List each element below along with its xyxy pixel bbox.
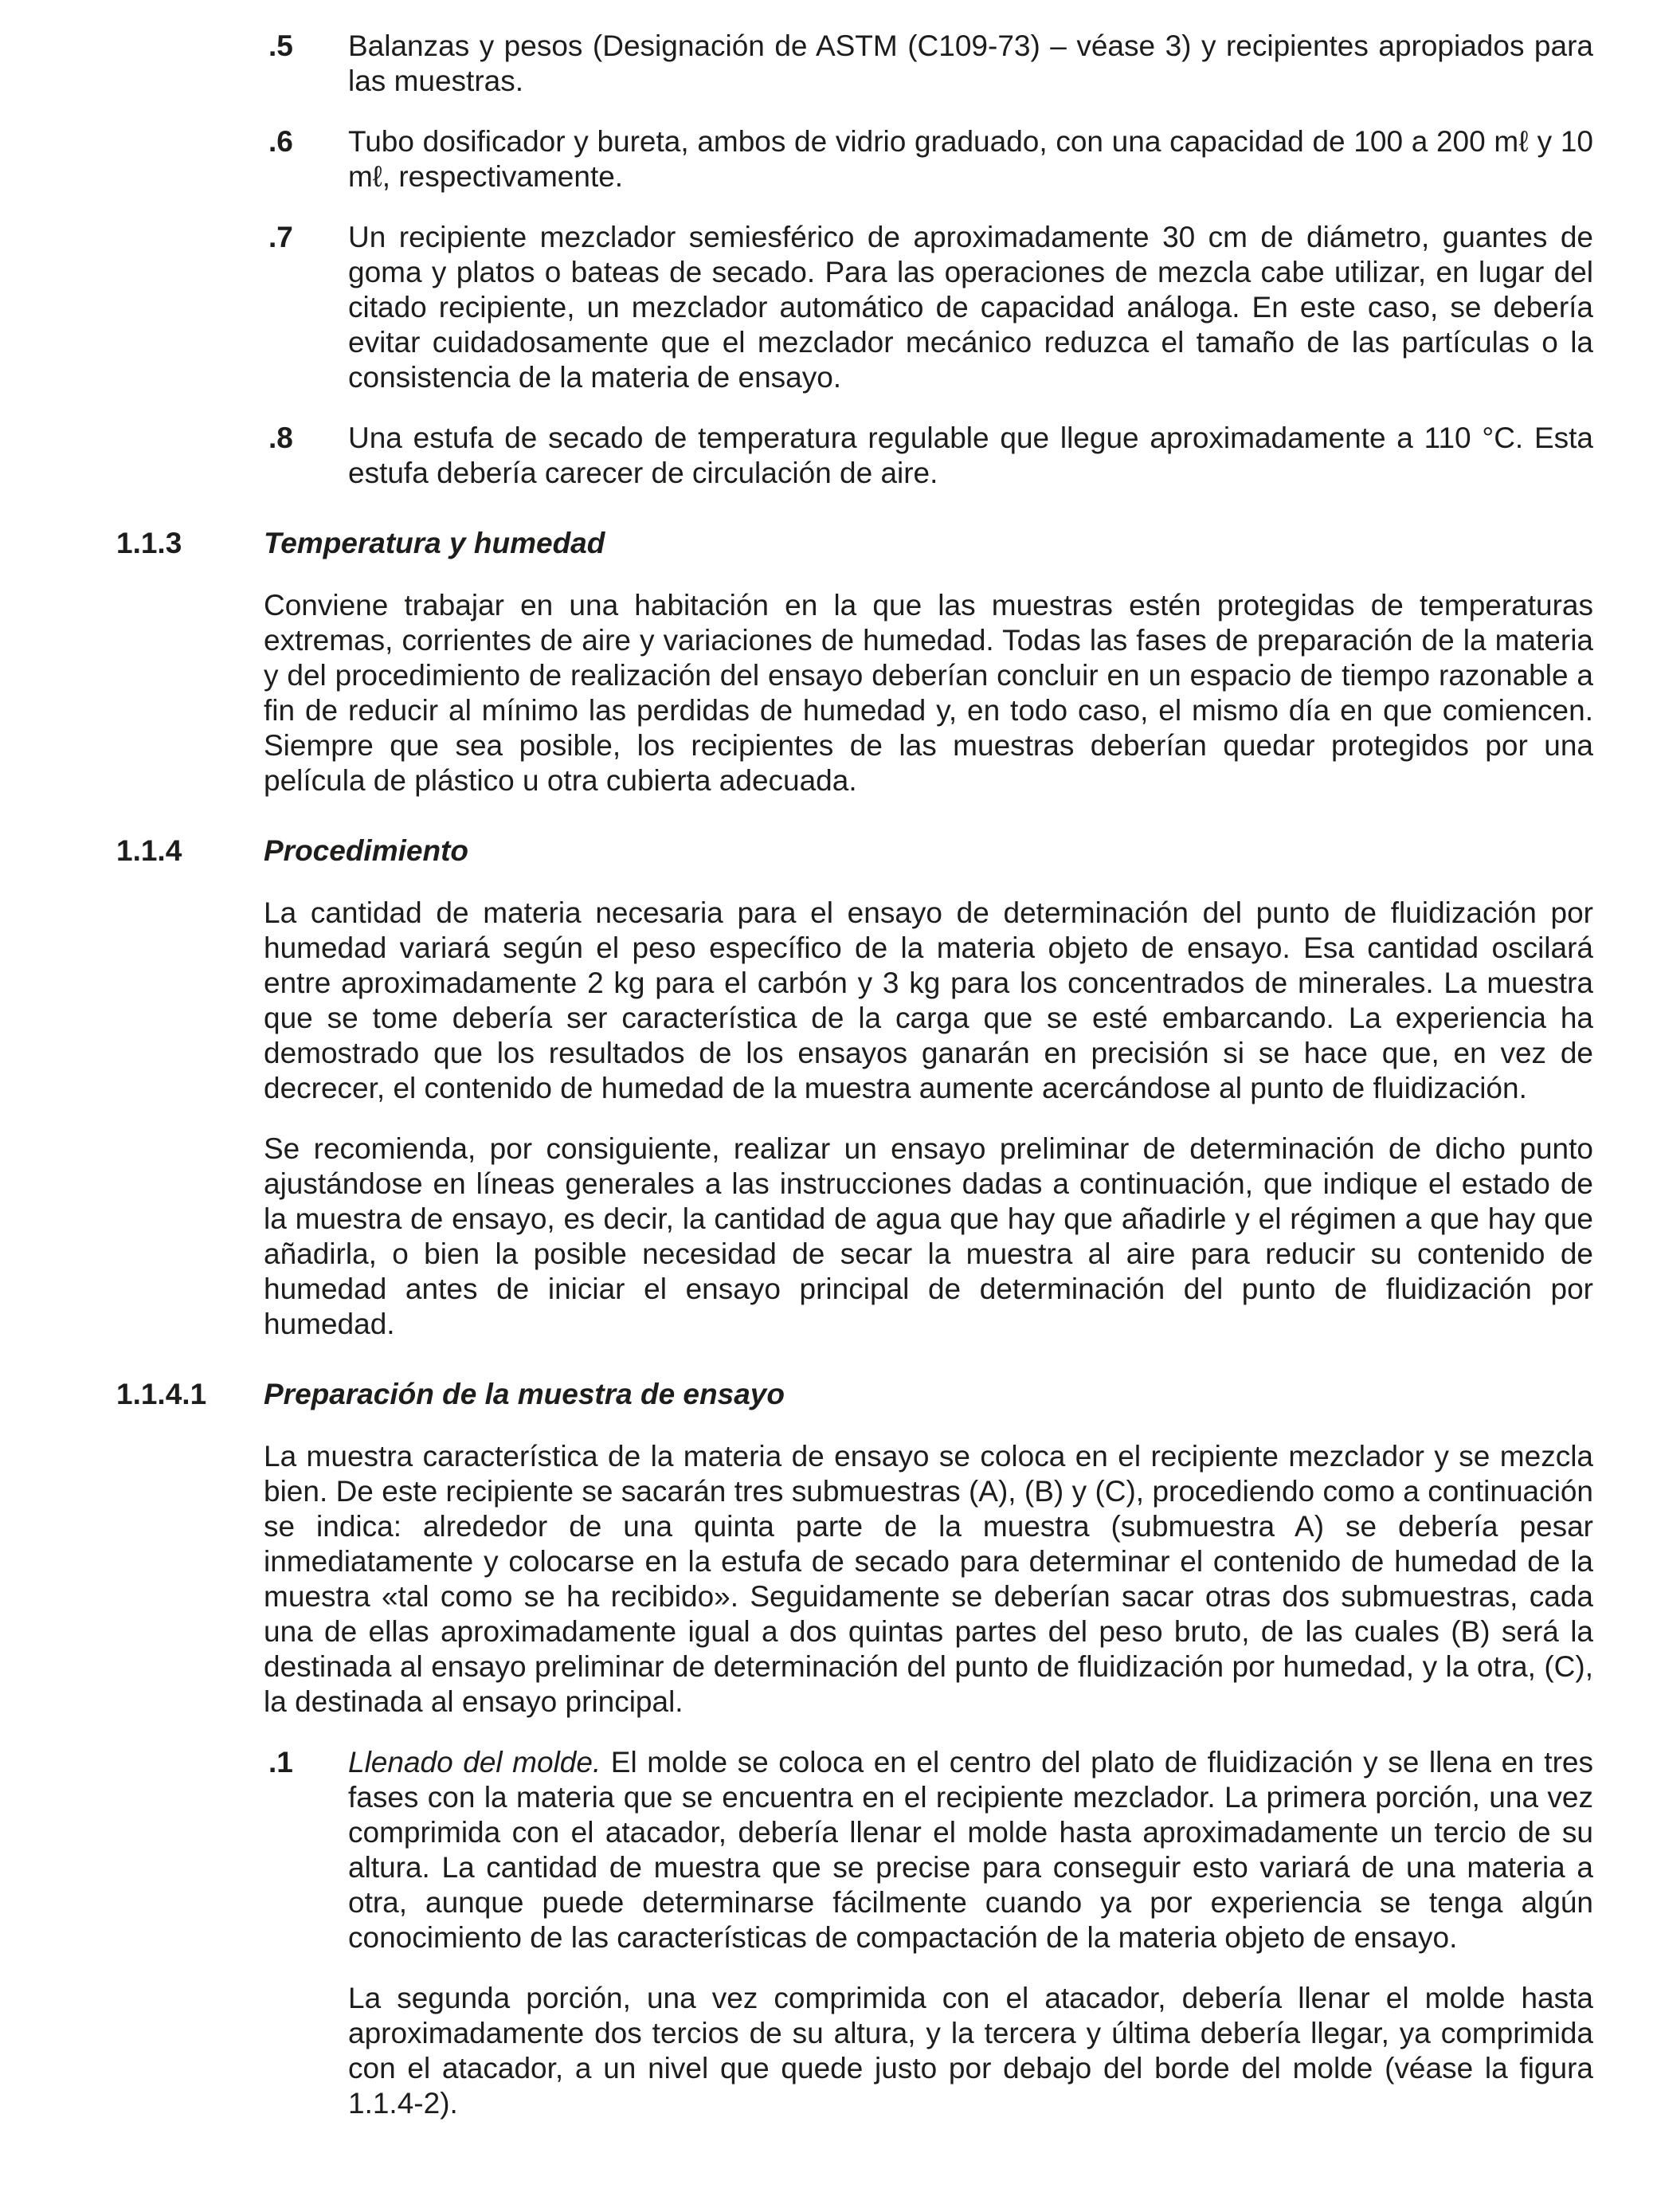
item-lead-title: Llenado del molde. [348,1746,601,1779]
equipment-item-7 [264,220,1593,395]
equipment-item-5 [264,29,1593,99]
equipment-item-8 [264,421,1593,491]
paragraph: La segunda porción, una vez comprimida con el atacador, debería llenar el molde hasta aproximadamente dos tercios de su altura, y la tercera y última debería llegar, ya comprimida con el atacador, a un nivel que quede justo por debajo del borde del molde (véase la figura 1.1.4-2). [348,1982,1593,2120]
section-heading-1-1-3 [116,526,1593,561]
item-text: Tubo dosificador y bureta, ambos de vidrio graduado, con una capacidad de 100 a 200 mℓ y 10 mℓ, respectivamente. [348,125,1593,193]
equipment-item-6 [264,124,1593,194]
section-number: 1.1.3 [116,527,182,559]
item-body-text: El molde se coloca en el centro del plato de fluidización y se llena en tres fases con la materia que se encuentra en el recipiente mezclador. La primera porción, una vez comprimida con el atacador, debería llenar el molde hasta aproximadamente un tercio de su altura. La cantidad de muestra que se precise para conseguir esto variará de una materia a otra, aunque puede determinarse fácilmente cuando ya por experiencia se tenga algún conocimiento de las características de compactación de la materia objeto de ensayo. [348,1746,1593,1954]
item-number: .1 [268,1746,293,1779]
item-number: .7 [268,221,293,253]
section-number: 1.1.4.1 [116,1378,207,1410]
paragraph: Se recomienda, por consiguiente, realizar un ensayo preliminar de determinación de dicho punto ajustándose en líneas generales a las instrucciones dadas a continuación, que indique el estado de la muestra de ensayo, es decir, la cantidad de agua que hay que añadirle y el régimen a que hay que añadirla, o bien la posible necesidad de secar la muestra al aire para reducir su contenido de humedad antes de iniciar el ensayo principal de determinación del punto de fluidización por humedad. [264,1132,1593,1340]
section-heading-1-1-4 [116,833,1593,869]
paragraph: La muestra característica de la materia de ensayo se coloca en el recipiente mezclador y se mezcla bien. De este recipiente se sacarán tres submuestras (A), (B) y (C), procediendo como a continuación se indica: alrededor de una quinta parte de la muestra (submuestra A) se debería pesar inmediatamente y colocarse en la estufa de secado para determinar el contenido de humedad de la muestra «tal como se ha recibido». Seguidamente se deberían sacar otras dos submuestras, cada una de ellas aproximadamente igual a dos quintas partes del peso bruto, de las cuales (B) será la destinada al ensayo preliminar de determinación del punto de fluidización por humedad, y la otra, (C), la destinada al ensayo principal. [264,1440,1593,1718]
section-heading-1-1-4-1 [116,1377,1593,1412]
item-number: .8 [268,422,293,454]
section-title: Preparación de la muestra de ensayo [264,1378,785,1410]
item-number: .5 [268,29,293,62]
item-text: Un recipiente mezclador semiesférico de aproximadamente 30 cm de diámetro, guantes de goma y platos o bateas de secado. Para las operaciones de mezcla cabe utilizar, en lugar del citado recipiente, un mezclador automático de capacidad análoga. En este caso, se debería evitar cuidadosamente que el mezclador mecánico reduzca el tamaño de las partículas o la consistencia de la materia de ensayo. [348,221,1593,394]
item-text: Una estufa de secado de temperatura regulable que llegue aproximadamente a 110 °C. Esta estufa debería carecer de circulación de aire. [348,422,1593,489]
item-text: Balanzas y pesos (Designación de ASTM (C109-73) – véase 3) y recipientes apropiados para las muestras. [348,29,1593,97]
paragraph: Conviene trabajar en una habitación en la que las muestras estén protegidas de temperaturas extremas, corrientes de aire y variaciones de humedad. Todas las fases de preparación de la materia y del procedimiento de realización del ensayo deberían concluir en un espacio de tiempo razonable a fin de reducir al mínimo las perdidas de humedad y, en todo caso, el mismo día en que comiencen. Siempre que sea posible, los recipientes de las muestras deberían quedar protegidos por una película de plástico u otra cubierta adecuada. [264,589,1593,797]
document-page [116,29,1593,2121]
item-text [348,1745,1593,1955]
section-number: 1.1.4 [116,834,182,867]
section-title: Temperatura y humedad [264,527,605,559]
paragraph: La cantidad de materia necesaria para el ensayo de determinación del punto de fluidización por humedad variará según el peso específico de la materia objeto de ensayo. Esa cantidad oscilará entre aproximadamente 2 kg para el carbón y 3 kg para los concentrados de minerales. La muestra que se tome debería ser característica de la carga que se esté embarcando. La experiencia ha demostrado que los resultados de los ensayos ganarán en precisión si se hace que, en vez de decrecer, el contenido de humedad de la muestra aumente acercándose al punto de fluidización. [264,896,1593,1104]
subitem-1-llenado-del-molde [264,1745,1593,1955]
section-title: Procedimiento [264,834,468,867]
item-number: .6 [268,125,293,158]
